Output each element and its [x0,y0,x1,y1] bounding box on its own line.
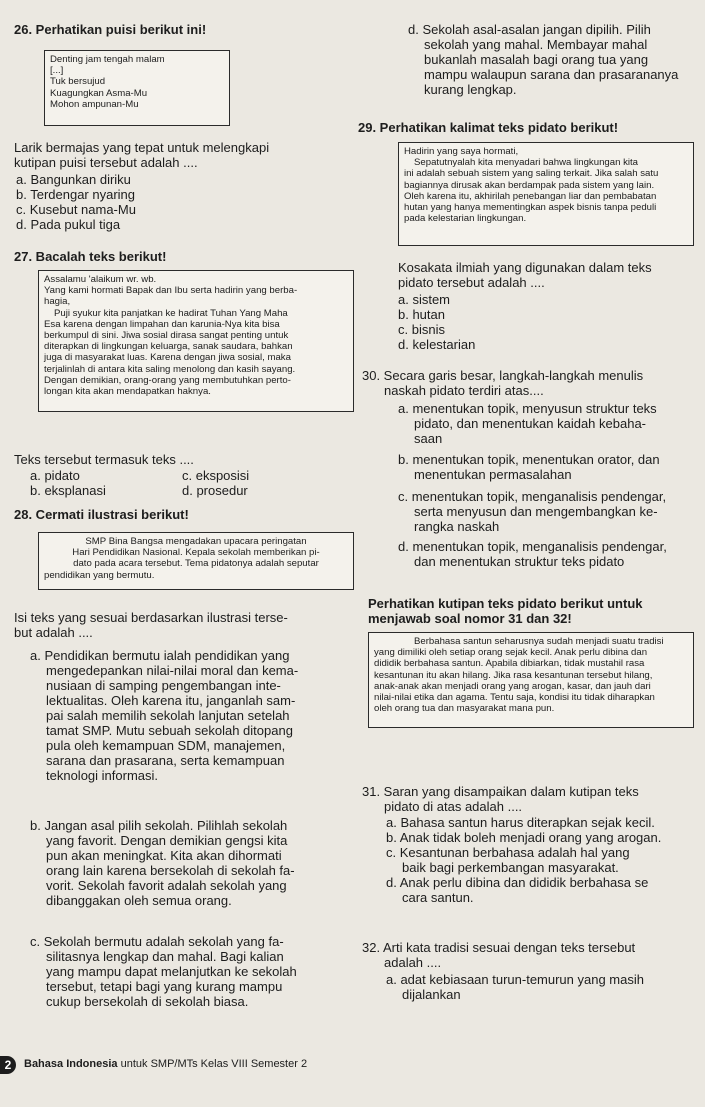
option-line: rangka naskah [414,519,500,534]
q31-stem [362,784,698,814]
question-line: Larik bermajas yang tepat untuk melengkapi [14,140,270,155]
option-line: d. Anak perlu dibina dan dididik berbahasa se [386,875,649,890]
poem-line: Kuagungkan Asma-Mu [50,87,148,99]
footer-rest: untuk SMP/MTs Kelas VIII Semester 2 [120,1058,308,1070]
option-a[interactable]: a. Bahasa santun harus diterapkan sejak kecil. [386,815,655,830]
speech-line: Yang kami hormati Bapak dan Ibu serta hadirin yang berba- [44,285,298,297]
excerpt-line: yang dimiliki oleh setiap orang sejak kecil. Anak perlu dibina dan [374,647,648,659]
q26-stem: 26. Perhatikan puisi berikut ini! [14,22,207,37]
option-line: a. adat kebiasaan turun-temurun yang masih [386,972,644,987]
question-line: pidato tersebut adalah .... [398,275,545,290]
option-line: pula oleh kemampuan SDM, manajemen, [46,738,286,753]
option-c[interactable] [386,845,698,875]
poem-line: Tuk bersujud [50,76,106,88]
option-line: mampu walaupun sarana dan prasarananya [424,67,679,82]
excerpt-line: kesantunan itu akan hilang. Jika rasa kesantunan tersebut hilang, [374,669,653,681]
option-line: vorit. Sekolah favorit adalah sekolah yang [46,878,287,893]
option-line: serta menyusun dan mengembangkan ke- [414,504,658,519]
option-b[interactable]: b. Terdengar nyaring [16,187,136,202]
speech-line: Puji syukur kita panjatkan ke hadirat Tuhan Yang Maha [54,307,288,319]
option-line: baik bagi perkembangan masyarakat. [402,860,619,875]
q29-options [398,292,698,352]
q27-speech-box [38,270,354,412]
option-b[interactable]: b. eksplanasi [30,483,106,498]
speech-line: diterapkan di lingkungan keluarga, sanak saudara, bahkan [44,341,293,353]
option-line: dijalankan [402,987,461,1002]
option-line: silitasnya lengkap dan mahal. Bagi kalian [46,949,284,964]
q28-stem: 28. Cermati ilustrasi berikut! [14,507,189,522]
option-line: cukup bersekolah di sekolah biasa. [46,994,249,1009]
question-line: but adalah .... [14,625,93,640]
question-line: 31. Saran yang disampaikan dalam kutipan teks [362,784,639,799]
speech-line: Esa karena dengan limpahan dan karunia-Nya kita bisa [44,318,280,330]
option-line: lektualitas. Oleh karena itu, janganlah sam- [46,693,296,708]
q30-option-b[interactable] [398,452,698,482]
illustration-line: Hari Pendidikan Nasional. Kepala sekolah memberikan pi- [72,547,320,559]
speech-line: Oleh karena itu, akhirilah penebangan liar dan pembabatan [404,190,657,202]
option-line: a. menentukan topik, menyusun struktur teks [398,401,657,416]
q32-stem [362,940,698,970]
option-line: b. menentukan topik, menentukan orator, dan [398,452,660,467]
speech-line: terjalinlah di antara kita saling menolong dan kasih sayang. [44,363,296,375]
question-line: 32. Arti kata tradisi sesuai dengan teks tersebut [362,940,636,955]
q28-option-b[interactable] [30,818,354,908]
q31-options [386,815,698,905]
option-a[interactable]: a. pidato [30,468,80,483]
q29-stem: 29. Perhatikan kalimat teks pidato berikut! [358,120,619,135]
option-line: cara santun. [402,890,474,905]
option-line: kurang lengkap. [424,82,517,97]
option-line: tamat SMP. Mutu sebuah sekolah ditopang [46,723,293,738]
page-footer [0,1056,705,1086]
option-a[interactable]: a. Bangunkan diriku [16,172,131,187]
excerpt-box [368,632,694,728]
q32-option-a[interactable] [386,972,698,1002]
excerpt-line: anak-anak akan menjadi orang yang arogan, kasar, dan jauh dari [374,680,651,692]
q27-stem: 27. Bacalah teks berikut! [14,249,167,264]
option-line: pidato, dan menentukan kaidah kebaha- [414,416,647,431]
option-line: c. menentukan topik, menganalisis pendengar, [398,489,667,504]
q29-speech-box [398,142,694,246]
speech-line: Assalamu 'alaikum wr. wb. [44,274,157,285]
question-line: naskah pidato terdiri atas.... [384,383,544,398]
speech-line: juga di masyarakat luas. Karena dengan jiwa sosial, maka [44,352,291,364]
q28-option-c[interactable] [30,934,354,1009]
speech-line: hagia, [44,296,71,308]
speech-line: Hadirin yang saya hormati, [404,146,519,157]
speech-line: bagiannya dirusak akan berdampak pada sistem yang lain. [404,179,655,191]
option-line: yang favorit. Dengan demikian gengsi kita [46,833,288,848]
option-line: tersebut, tetapi bagi yang kurang mampu [46,979,283,994]
q27-question: Teks tersebut termasuk teks .... [14,452,194,467]
option-line: dibanggakan oleh semua orang. [46,893,232,908]
option-line: pun akan meningkat. Kita akan dihormati [46,848,282,863]
q28-illustration-box [38,532,354,590]
speech-line: berkumpul di sini. Jiwa sosial dirasa sangat penting untuk [44,330,289,342]
poem-line: [...] [50,65,64,77]
option-d[interactable] [386,875,698,905]
illustration-line: pendidikan yang bermutu. [44,569,155,581]
option-line: bukanlah masalah bagi orang tua yang [424,52,649,67]
instruction-31-32 [368,596,698,626]
option-line: c. Kesantunan berbahasa adalah hal yang [386,845,630,860]
option-line: orang lain karena bersekolah di sekolah fa- [46,863,295,878]
speech-line: Sepatutnyalah kita menyadari bahwa lingkungan kita [414,157,639,169]
option-line: saan [414,431,443,446]
excerpt-line: nilai-nilai etika dan agama. Tentu saja, kondisi itu tidak diharapkan [374,692,655,704]
speech-line: pada kelestarian lingkungan. [404,213,527,225]
q29-question [398,260,698,290]
option-d[interactable]: d. kelestarian [398,337,476,352]
illustration-line: SMP Bina Bangsa mengadakan upacara peringatan [85,536,307,547]
speech-line: hutan yang hanya mementingkan aspek bisnis tanpa peduli [404,202,657,214]
q28-option-a[interactable] [30,648,354,783]
q27-options [30,468,354,498]
instruction-line: Perhatikan kutipan teks pidato berikut untuk [368,596,643,611]
q26-question [14,140,354,170]
option-c[interactable]: c. eksposisi [182,468,250,483]
question-line: kutipan puisi tersebut adalah .... [14,155,198,170]
excerpt-line: dididik berbahasa santun. Apabila dibiarkan, tidak mustahil rasa [374,658,645,670]
option-line: dan menentukan struktur teks pidato [414,554,625,569]
excerpt-line: oleh orang tua dan masyarakat mana pun. [374,703,555,715]
q28-question [14,610,354,640]
option-c[interactable]: c. Kusebut nama-Mu [16,202,136,217]
q28-option-d[interactable] [408,22,698,97]
speech-line: ini adalah sebuah sistem yang saling terkait. Jika salah satu [404,168,659,180]
option-a[interactable]: a. sistem [398,292,451,307]
q30-stem [362,368,698,398]
option-line: teknologi informasi. [46,768,158,783]
q26-options [16,172,354,232]
question-line: 30. Secara garis besar, langkah-langkah menulis [362,368,644,383]
question-line: pidato di atas adalah .... [384,799,523,814]
option-b[interactable]: b. hutan [398,307,445,322]
speech-line: Dengan demikian, orang-orang yang membutuhkan perto- [44,374,291,386]
option-line: b. Jangan asal pilih sekolah. Pilihlah sekolah [30,818,288,833]
option-line: c. Sekolah bermutu adalah sekolah yang fa- [30,934,284,949]
speech-line: longan kita akan mendapatkan haknya. [44,386,211,398]
excerpt-line: Berbahasa santun seharusnya sudah menjadi suatu tradisi [414,636,664,647]
footer-text [24,1058,307,1070]
question-line: adalah .... [384,955,442,970]
illustration-line: dato pada acara tersebut. Tema pidatonya adalah seputar [73,558,319,570]
option-line: mengedepankan nilai-nilai moral dan kema- [46,663,299,678]
option-line: nusiaan di samping pengembangan inte- [46,678,281,693]
option-line: pai salah memilih sekolah lanjutan setelah [46,708,290,723]
question-line: Isi teks yang sesuai berdasarkan ilustrasi terse- [14,610,288,625]
q30-option-a[interactable] [398,401,698,446]
q30-option-d[interactable] [398,539,698,569]
q30-option-c[interactable] [398,489,698,534]
page-number: 2 [0,1056,16,1074]
option-line: a. Pendidikan bermutu ialah pendidikan yang [30,648,290,663]
question-line: Kosakata ilmiah yang digunakan dalam teks [398,260,652,275]
option-line: menentukan permasalahan [414,467,572,482]
instruction-line: menjawab soal nomor 31 dan 32! [368,611,572,626]
option-line: sekolah yang mahal. Membayar mahal [424,37,648,52]
footer-subject: Bahasa Indonesia [24,1058,118,1070]
option-line: sarana dan prasarana, serta kemampuan [46,753,285,768]
option-c[interactable]: c. bisnis [398,322,445,337]
option-d[interactable]: d. prosedur [182,483,248,498]
q26-poem-box [44,50,230,126]
option-line: d. menentukan topik, menganalisis pendengar, [398,539,667,554]
option-line: d. Sekolah asal-asalan jangan dipilih. Pilih [408,22,651,37]
option-line: yang mampu dapat melanjutkan ke sekolah [46,964,297,979]
option-b[interactable]: b. Anak tidak boleh menjadi orang yang arogan. [386,830,662,845]
poem-line: Denting jam tengah malam [50,54,165,65]
option-d[interactable]: d. Pada pukul tiga [16,217,121,232]
poem-line: Mohon ampunan-Mu [50,98,139,110]
